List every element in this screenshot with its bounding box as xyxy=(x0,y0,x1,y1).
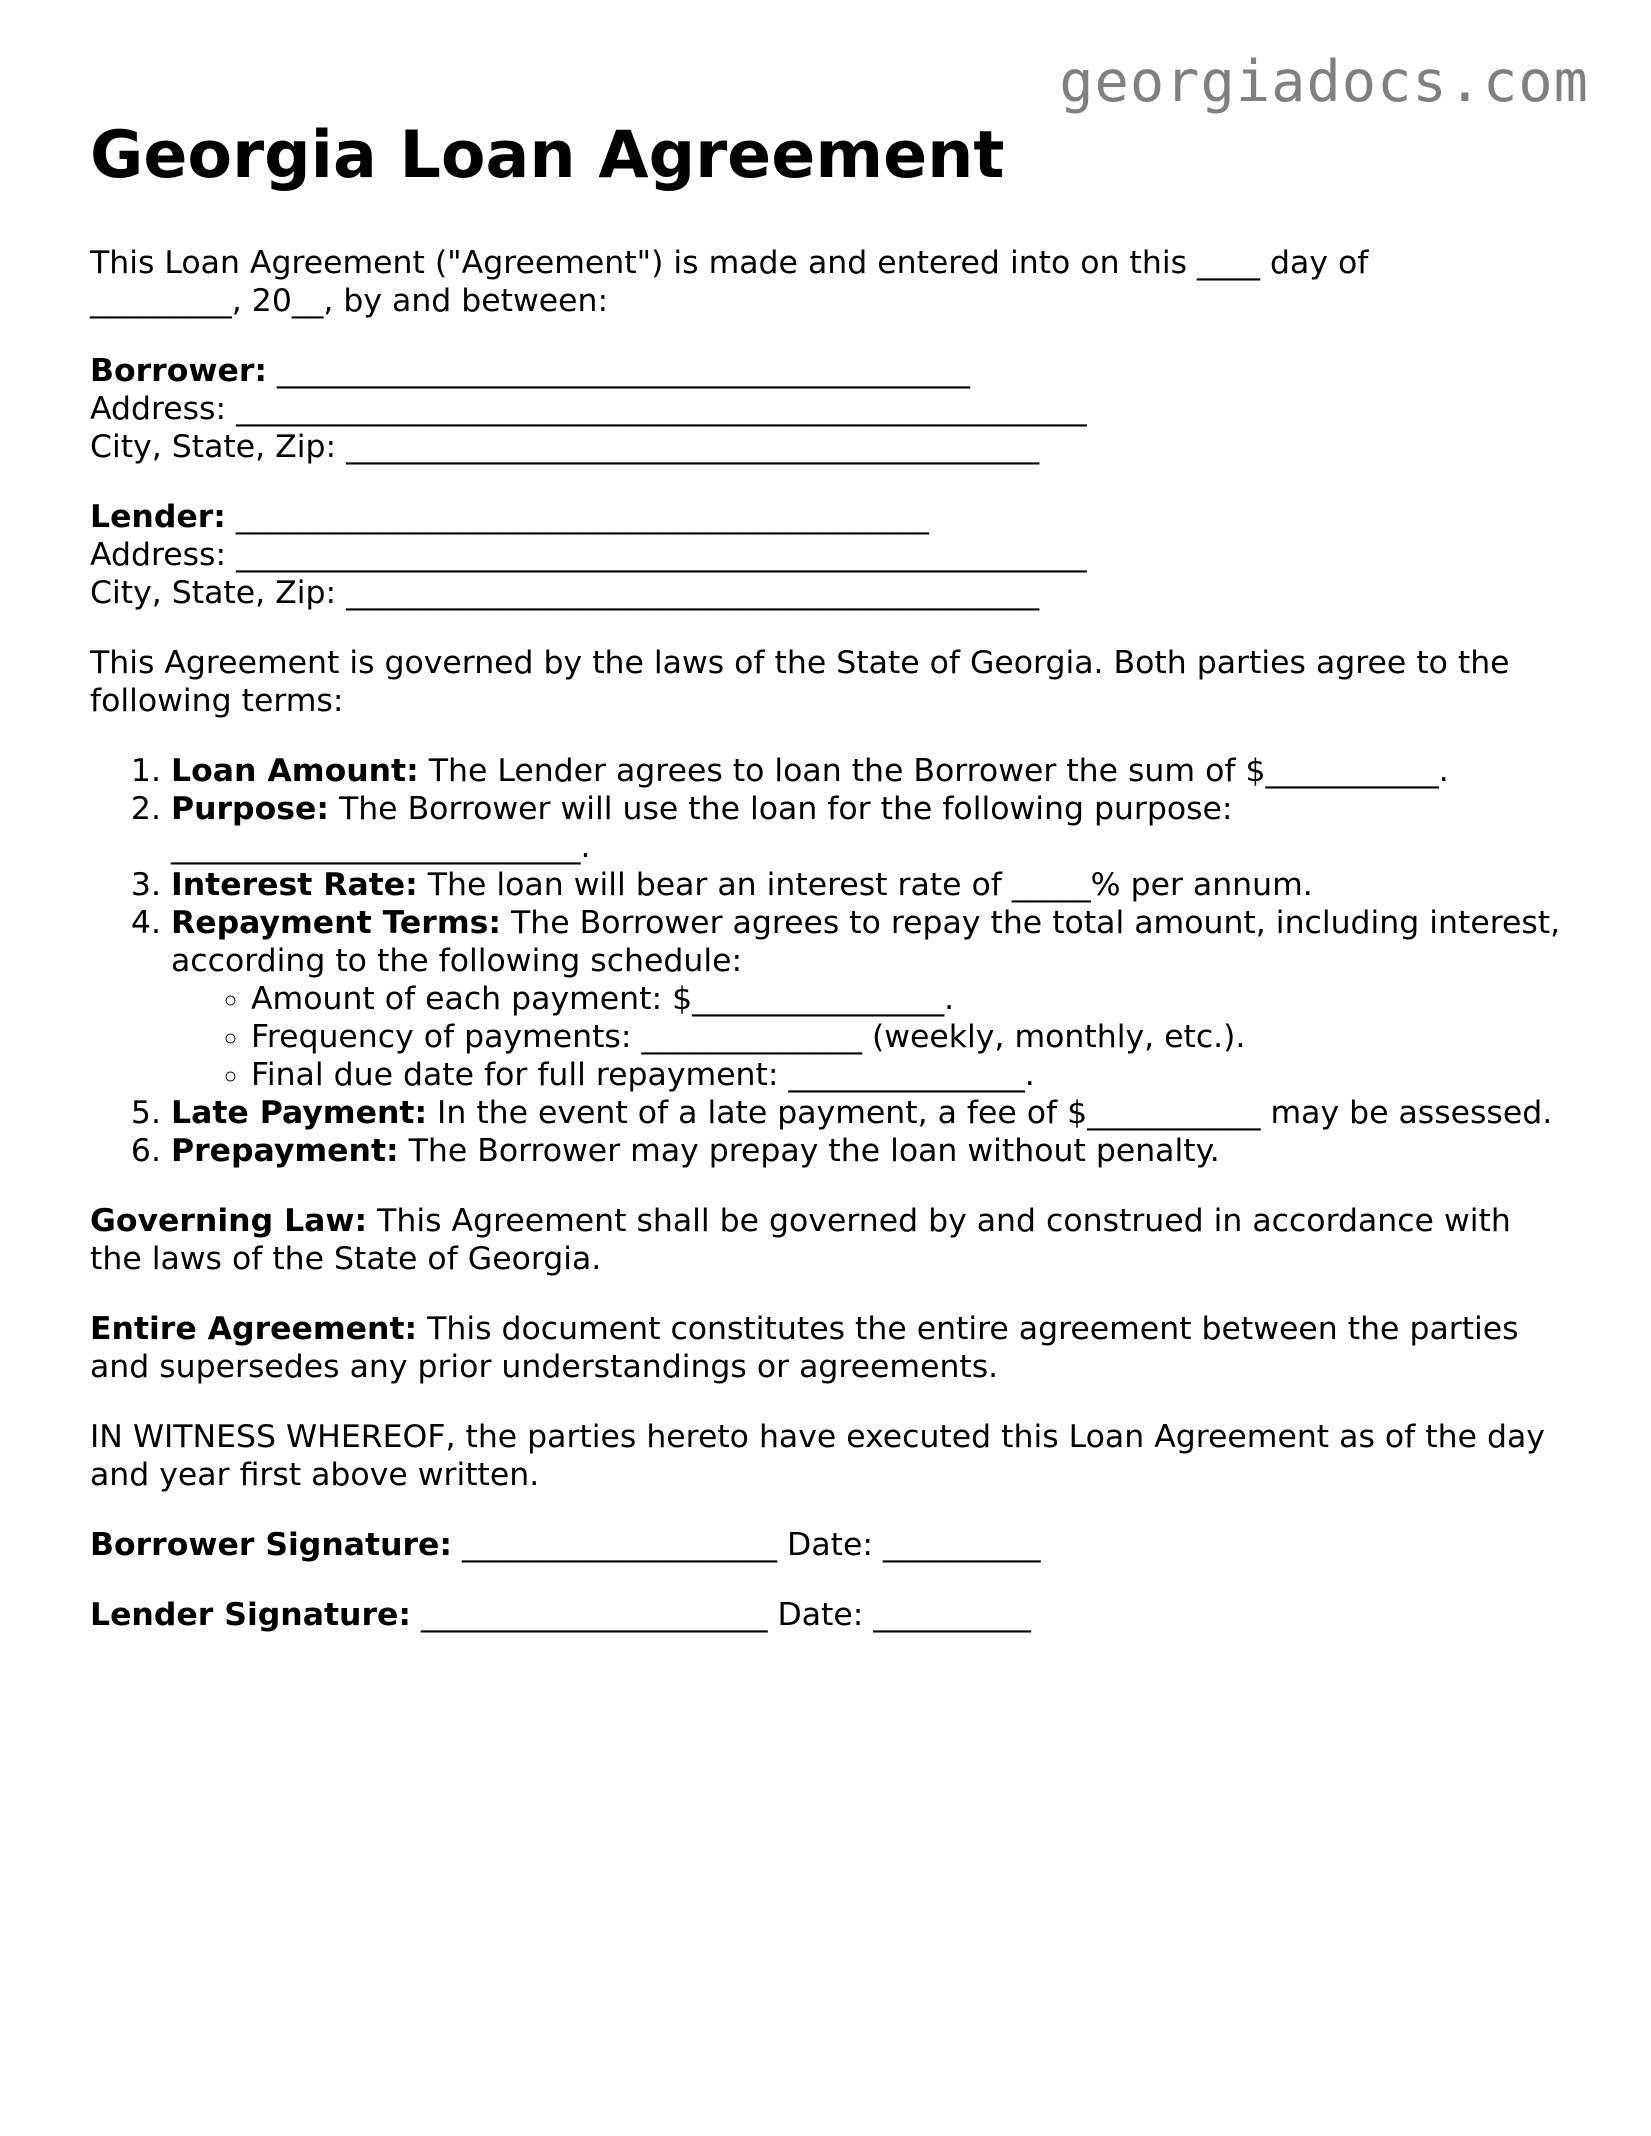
repayment-amount: ◦ Amount of each payment: $________________. xyxy=(251,980,1570,1018)
lender-signature-blank: ______________________ Date: __________ xyxy=(410,1597,1031,1633)
witness-paragraph: IN WITNESS WHEREOF, the parties hereto have executed this Loan Agreement as of the day and year first above written. xyxy=(90,1419,1545,1493)
borrower-signature-blank: ____________________ Date: __________ xyxy=(452,1527,1041,1563)
governing-law-text: This Agreement shall be governed by and construed in accordance with the laws of the State of Georgia. xyxy=(90,1203,1511,1277)
borrower-signature-label: Borrower Signature: xyxy=(90,1527,453,1563)
term-late-payment xyxy=(171,1094,1570,1132)
term-label: Loan Amount: xyxy=(171,753,419,789)
intro-paragraph xyxy=(90,244,1570,320)
term-text: The Borrower may prepay the loan without penalty. xyxy=(398,1133,1220,1169)
term-text: The Borrower agrees to repay the total amount, including interest, according to the following schedule: xyxy=(171,905,1561,979)
repayment-final-date: ◦ Final due date for full repayment: _______________. xyxy=(251,1056,1570,1094)
term-text: The loan will bear an interest rate of _____% per annum. xyxy=(417,867,1313,903)
borrower-city-line: City, State, Zip: ____________________________________________ xyxy=(90,429,1040,465)
term-text: The Borrower will use the loan for the following purpose: __________________________. xyxy=(171,791,1233,865)
entire-agreement-label: Entire Agreement: xyxy=(90,1311,418,1347)
term-text: The Lender agrees to loan the Borrower the sum of $___________. xyxy=(418,753,1449,789)
governed-intro: This Agreement is governed by the laws of the State of Georgia. Both parties agree to the following terms: xyxy=(90,645,1510,719)
entire-agreement-paragraph xyxy=(90,1310,1570,1386)
term-purpose xyxy=(171,790,1570,866)
intro-line-1: This Loan Agreement ("Agreement") is made and entered into on this ____ day of xyxy=(90,245,1369,281)
document-title: Georgia Loan Agreement xyxy=(90,118,1005,193)
term-label: Repayment Terms: xyxy=(171,905,501,941)
term-text: In the event of a late payment, a fee of $___________ may be assessed. xyxy=(427,1095,1553,1131)
term-loan-amount xyxy=(171,752,1570,790)
lender-name-blank: ____________________________________________ xyxy=(225,499,929,535)
entire-agreement-text: This document constitutes the entire agreement between the parties and supersedes any prior understandings or agreements. xyxy=(90,1311,1519,1385)
borrower-section xyxy=(90,352,1570,466)
repayment-frequency: ◦ Frequency of payments: ______________ (weekly, monthly, etc.). xyxy=(251,1018,1570,1056)
term-interest-rate xyxy=(171,866,1570,904)
term-label: Interest Rate: xyxy=(171,867,418,903)
term-label: Purpose: xyxy=(171,791,329,827)
term-repayment xyxy=(171,904,1570,1094)
governing-law-paragraph xyxy=(90,1202,1570,1278)
lender-label: Lender: xyxy=(90,499,226,535)
lender-name-line xyxy=(90,498,1570,536)
term-label: Prepayment: xyxy=(171,1133,399,1169)
borrower-name-blank: ____________________________________________ xyxy=(266,353,970,389)
borrower-signature-line xyxy=(90,1526,1570,1564)
repayment-schedule xyxy=(171,980,1570,1094)
lender-city-line: City, State, Zip: ____________________________________________ xyxy=(90,575,1040,611)
intro-line-2: _________, 20__, by and between: xyxy=(90,283,609,319)
document-page xyxy=(90,118,1570,1666)
borrower-label: Borrower: xyxy=(90,353,267,389)
borrower-address-line: Address: ______________________________________________________ xyxy=(90,391,1087,427)
lender-address-line: Address: ______________________________________________________ xyxy=(90,537,1087,573)
lender-signature-line xyxy=(90,1596,1570,1634)
term-prepayment xyxy=(171,1132,1570,1170)
terms-list xyxy=(90,752,1570,1170)
watermark: georgiadocs.com xyxy=(1059,49,1589,115)
governing-law-label: Governing Law: xyxy=(90,1203,368,1239)
borrower-name-line xyxy=(90,352,1570,390)
lender-section xyxy=(90,498,1570,612)
lender-signature-label: Lender Signature: xyxy=(90,1597,411,1633)
term-label: Late Payment: xyxy=(171,1095,428,1131)
